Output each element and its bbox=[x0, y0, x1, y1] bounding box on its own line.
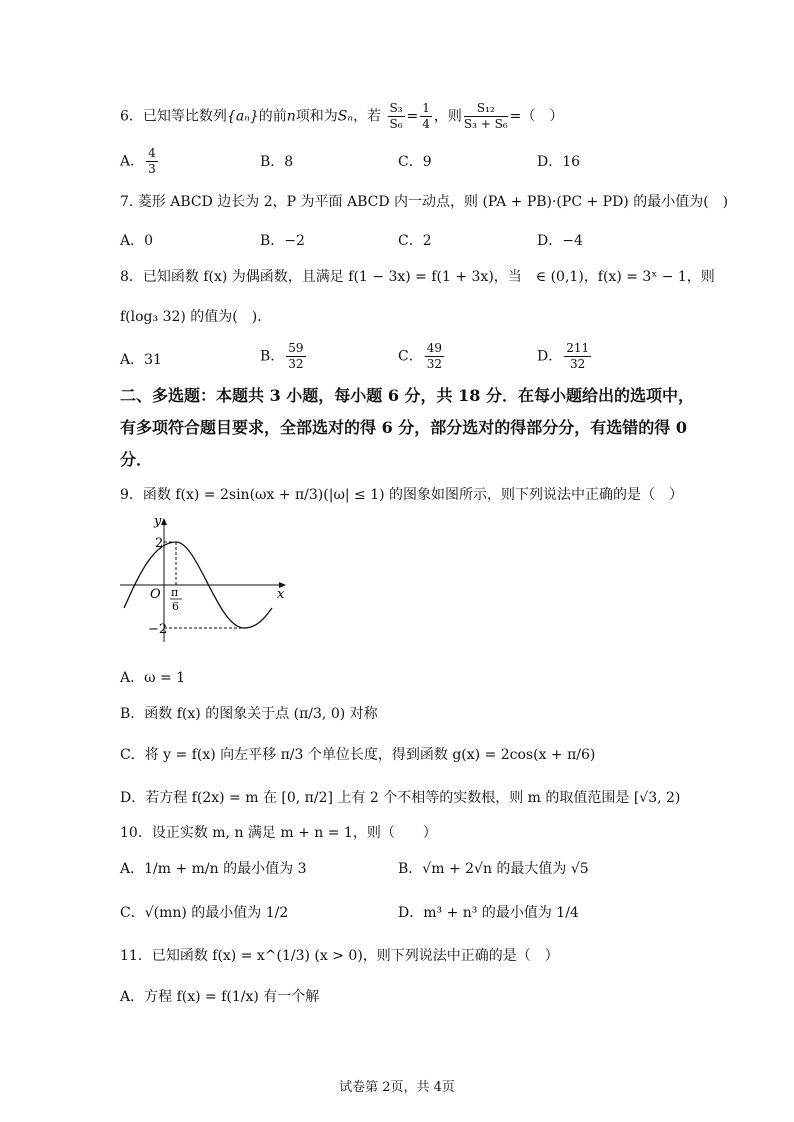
q10-option-b: B．√m + 2√n 的最大值为 √5 bbox=[398, 861, 589, 877]
y-max-label: 2 bbox=[155, 536, 164, 551]
q7-option-a: A．0 bbox=[120, 233, 154, 249]
q7-option-c: C．2 bbox=[398, 233, 432, 249]
q10-option-c: C．√(mn) 的最小值为 1/2 bbox=[120, 905, 289, 921]
y-axis-arrow bbox=[161, 518, 167, 525]
sine-graph bbox=[118, 512, 298, 647]
q8-option-d: D． $\frac{211}{32}$ bbox=[537, 341, 590, 371]
q7-stem: 7. 菱形 ABCD 边长为 2，P 为平面 ABCD 内一动点，则 (PA + PB)·(PC + PD) 的最小值为( ) bbox=[120, 194, 729, 210]
x-tick-den: 6 bbox=[172, 600, 179, 613]
q6-option-b: B．8 bbox=[260, 154, 294, 170]
q6-option-a: A． $\frac{4}{3}$ bbox=[120, 146, 156, 176]
q9-option-b: B．函数 f(x) 的图象关于点 (π/3, 0) 对称 bbox=[120, 706, 378, 722]
section-heading-line3: 分． bbox=[120, 450, 153, 469]
fraction: $\frac{\text{S₃}}{\text{S₆}}$ bbox=[389, 101, 403, 131]
fraction: $\frac{\text{S₁₂}}{\text{S₃ + S₆}}$ bbox=[463, 101, 508, 131]
q11-option-a: A．方程 f(x) = f(1/x) 有一个解 bbox=[120, 989, 320, 1005]
q11-stem: 11．已知函数 f(x) = x^(1/3) (x > 0)，则下列说法中正确的是（ ） bbox=[120, 948, 559, 964]
q8-stem-line2: f(log₃ 32) 的值为( ). bbox=[120, 309, 262, 325]
page-footer: 试卷第 2页，共 4页 bbox=[339, 1080, 455, 1095]
q10-option-a: A．1/m + m/n 的最小值为 3 bbox=[120, 861, 307, 877]
y-min-label: −2 bbox=[148, 622, 168, 637]
q6-option-c: C．9 bbox=[398, 154, 432, 170]
q8-option-a: A．31 bbox=[120, 352, 162, 368]
x-label: x bbox=[277, 587, 285, 602]
q9-option-a: A．ω = 1 bbox=[120, 670, 186, 686]
q6-option-d: D．16 bbox=[537, 154, 581, 170]
fraction: $\frac{1}{4}$ bbox=[422, 101, 430, 131]
q6-stem: 6．已知等比数列{aₙ}的前n项和为Sₙ，若 $\frac{\text{S₃}}{\text{S₆}}$ = $\frac{1}{4}$ ，则 $\frac{\text{S₁₂}}{\text{S₃ + S₆}}$ =（ ） bbox=[120, 101, 564, 131]
section-heading-line1: 二、多选题：本题共 3 小题，每小题 6 分，共 18 分．在每小题给出的选项中， bbox=[120, 386, 694, 405]
q10-stem: 10．设正实数 m, n 满足 m + n = 1，则（ ） bbox=[120, 825, 437, 841]
q7-option-b: B．−2 bbox=[260, 233, 305, 249]
x-tick-num: π bbox=[171, 586, 179, 599]
q8-option-b: B． $\frac{59}{32}$ bbox=[260, 341, 304, 371]
q7-option-d: D．−4 bbox=[537, 233, 583, 249]
q8-stem-line1: 8．已知函数 f(x) 为偶函数，且满足 f(1 − 3x) = f(1 + 3x)，当 ∈ (0,1)，f(x) = 3ˣ − 1，则 bbox=[120, 269, 715, 285]
q9-option-d: D．若方程 f(2x) = m 在 [0, π/2] 上有 2 个不相等的实数根，则 m 的取值范围是 [√3, 2) bbox=[120, 790, 681, 806]
section-heading-line2: 有多项符合题目要求，全部选对的得 6 分，部分选对的得部分分，有选错的得 0 bbox=[120, 418, 687, 437]
q9-stem: 9．函数 f(x) = 2sin(ωx + π/3)(|ω| ≤ 1) 的图象如图所示，则下列说法中正确的是（ ） bbox=[120, 487, 684, 503]
origin-label: O bbox=[150, 587, 161, 602]
q8-option-c: C． $\frac{49}{32}$ bbox=[398, 341, 442, 371]
y-label: y bbox=[154, 514, 162, 529]
q10-option-d: D．m³ + n³ 的最小值为 1/4 bbox=[398, 905, 579, 921]
q9-option-c: C．将 y = f(x) 向左平移 π/3 个单位长度，得到函数 g(x) = 2cos(x + π/6) bbox=[120, 747, 596, 763]
